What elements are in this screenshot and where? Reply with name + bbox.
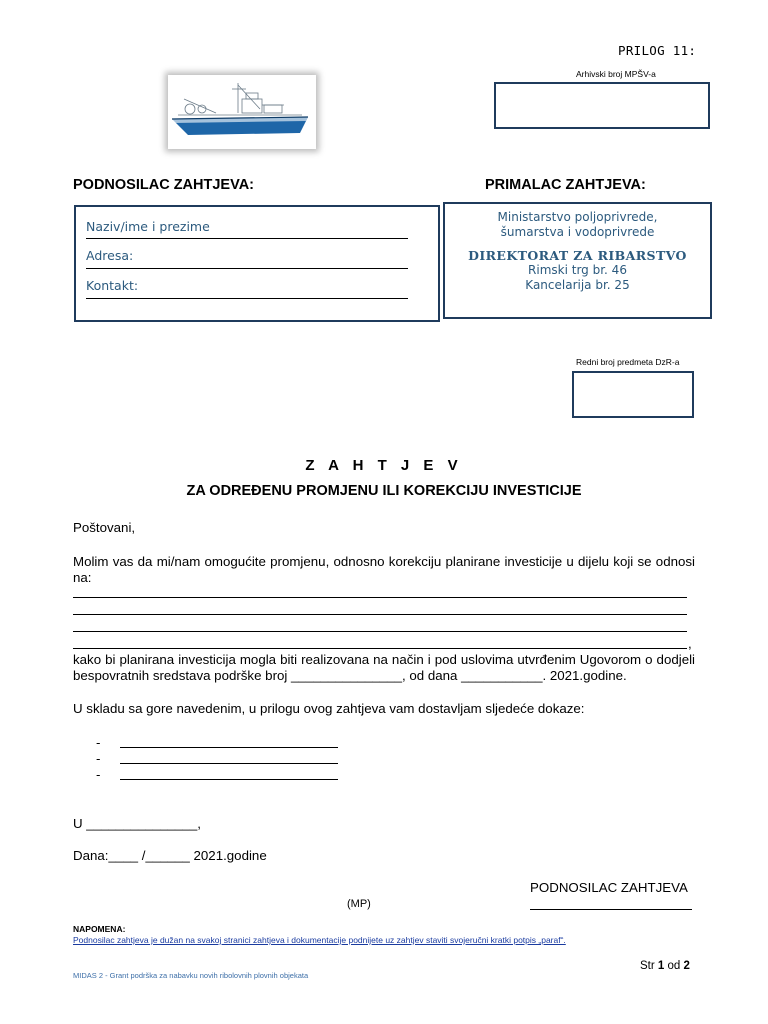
ministry-line2: šumarstva i vodoprivrede — [500, 225, 655, 239]
receiver-address: Rimski trg br. 46 — [528, 263, 627, 277]
evidence-line[interactable] — [120, 763, 338, 764]
name-line[interactable] — [86, 238, 408, 239]
fill-line[interactable] — [73, 614, 687, 615]
receiver-heading: PRIMALAC ZAHTJEVA: — [485, 177, 646, 193]
document-subtitle: ZA ODREĐENU PROMJENU ILI KOREKCIJU INVESTICIJE — [186, 483, 582, 499]
greeting: Poštovani, — [73, 520, 136, 535]
case-number-label: Redni broj predmeta DzR-a — [576, 357, 680, 367]
bullet-dash: - — [96, 735, 101, 750]
fishing-vessel-logo — [168, 75, 316, 149]
address-line[interactable] — [86, 268, 408, 269]
fill-line[interactable] — [73, 631, 687, 632]
receiver-info-box — [443, 202, 712, 319]
case-number-box — [572, 371, 694, 418]
fill-line[interactable] — [73, 648, 687, 649]
evidence-paragraph: U skladu sa gore navedenim, u prilogu ovog zahtjeva vam dostavljam sljedeće dokaze: — [73, 701, 585, 716]
note-text: Podnosilac zahtjeva je dužan na svakoj stranici zahtjeva i dokumentacije podnijete uz zahtjev staviti svojeručni kratki potpis „paraf“. — [73, 935, 566, 945]
signature-line[interactable] — [530, 909, 692, 910]
name-label: Naziv/ime i prezime — [86, 219, 210, 234]
bullet-dash: - — [96, 767, 101, 782]
contract-paragraph: kako bi planirana investicija mogla biti realizovana na način i pod uslovima utvrđenim Ugovorom o dodjeli bespovratnih sredstava podrške broj _______________, od dana ___________. 2021.godine. — [73, 652, 695, 683]
evidence-line[interactable] — [120, 747, 338, 748]
note-heading: NAPOMENA: — [73, 924, 126, 934]
place-field: U _______________, — [73, 816, 201, 831]
page-number: Str 1 od 2 — [640, 960, 690, 972]
sender-info-box — [74, 205, 440, 322]
archive-number-box — [494, 82, 710, 129]
request-paragraph: Molim vas da mi/nam omogućite promjenu, odnosno korekciju planirane investicije u dijelu koji se odnosi na: — [73, 554, 695, 585]
ministry-line1: Ministarstvo poljoprivrede, — [497, 210, 658, 224]
comma: , — [688, 636, 692, 651]
date-field: Dana:____ /______ 2021.godine — [73, 848, 267, 863]
signature-label: PODNOSILAC ZAHTJEVA — [530, 880, 688, 895]
directorate-name: DIREKTORAT ZA RIBARSTVO — [468, 248, 687, 263]
contact-label: Kontakt: — [86, 278, 139, 293]
contact-line[interactable] — [86, 298, 408, 299]
sender-heading: PODNOSILAC ZAHTJEVA: — [73, 177, 254, 193]
attachment-label: PRILOG 11: — [618, 43, 697, 58]
evidence-line[interactable] — [120, 779, 338, 780]
bullet-dash: - — [96, 751, 101, 766]
archive-number-label: Arhivski broj MPŠV-a — [576, 69, 656, 79]
receiver-office: Kancelarija br. 25 — [525, 278, 630, 292]
footer-text: MIDAS 2 - Grant podrška za nabavku novih ribolovnih plovnih objekata — [73, 971, 309, 980]
stamp-place: (MP) — [347, 898, 371, 910]
address-label: Adresa: — [86, 248, 134, 263]
fill-line[interactable] — [73, 597, 687, 598]
document-title: Z A H T J E V — [305, 457, 463, 474]
